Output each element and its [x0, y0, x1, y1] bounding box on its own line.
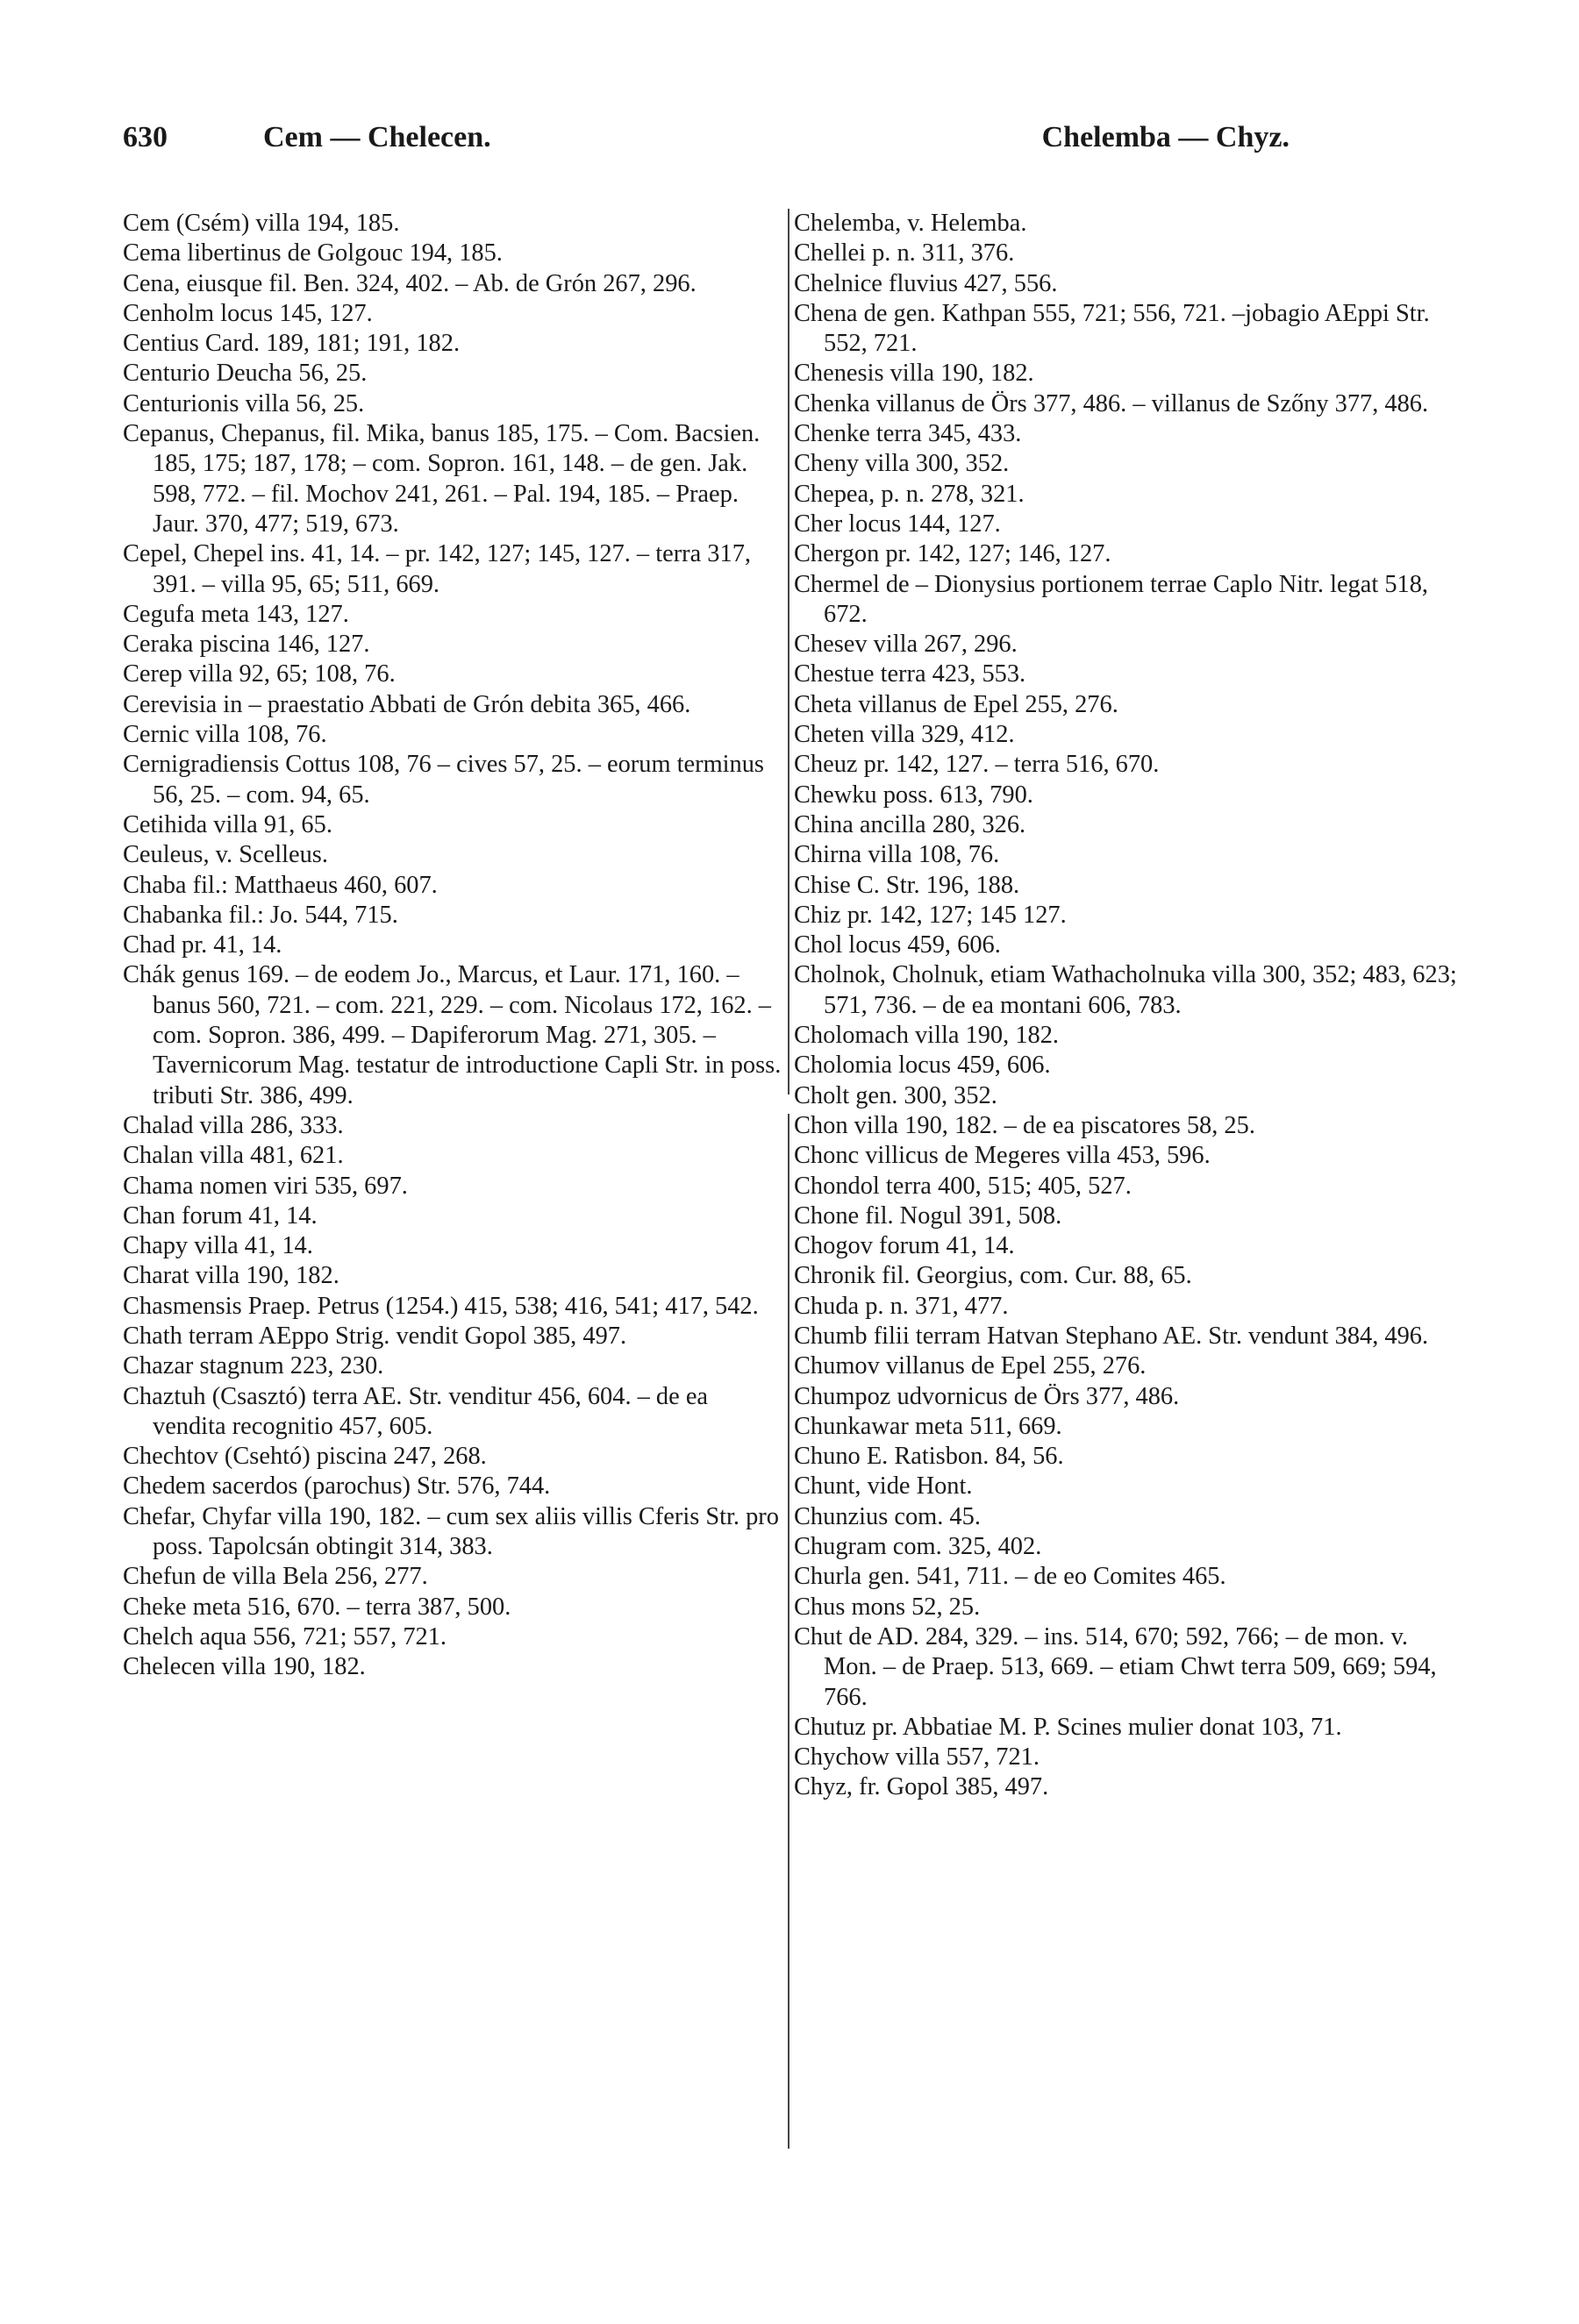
index-entry: Chogov forum 41, 14.: [794, 1232, 1015, 1260]
index-entry: Chenesis villa 190, 182.: [794, 360, 1034, 388]
index-entry: Cholomach villa 190, 182.: [794, 1022, 1060, 1050]
index-entry: Cholt gen. 300, 352.: [794, 1081, 997, 1109]
index-entry: Chasmensis Praep. Petrus (1254.) 415, 538; 416, 541; 417, 542.: [123, 1292, 759, 1320]
index-entry: Chuda p. n. 371, 477.: [794, 1292, 1009, 1320]
index-entry: Centius Card. 189, 181; 191, 182.: [123, 330, 461, 358]
index-entry: Chone fil. Nogul 391, 508.: [794, 1201, 1062, 1230]
index-entry: Chunkawar meta 511, 669.: [794, 1412, 1062, 1440]
index-entry: Cher locus 144, 127.: [794, 510, 1001, 538]
index-entry: Chronik fil. Georgius, com. Cur. 88, 65.: [794, 1262, 1192, 1290]
index-entry: Cheuz pr. 142, 127. – terra 516, 670.: [794, 751, 1160, 779]
index-entry: Chalan villa 481, 621.: [123, 1142, 344, 1170]
index-entry: Chewku poss. 613, 790.: [794, 781, 1033, 809]
index-entry: Chermel de – Dionysius portionem terrae Caplo Nitr. legat 518, 672.: [794, 570, 1429, 628]
index-entry: Chugram com. 325, 402.: [794, 1533, 1042, 1561]
index-entry: Cegufa meta 143, 127.: [123, 600, 349, 628]
left-column: [123, 209, 785, 1683]
index-entry: Chan forum 41, 14.: [123, 1201, 318, 1230]
right-range-heading: Chelemba — Chyz.: [1041, 121, 1290, 153]
index-entry: Cema libertinus de Golgouc 194, 185.: [123, 239, 503, 267]
index-entry: Cem (Csém) villa 194, 185.: [123, 210, 400, 237]
index-entry: Chon villa 190, 182. – de ea piscatores 58, 25.: [794, 1111, 1255, 1139]
index-entry: Ceuleus, v. Scelleus.: [123, 841, 328, 869]
index-entry: Chychow villa 557, 721.: [794, 1743, 1040, 1772]
index-entry: Chelecen villa 190, 182.: [123, 1653, 366, 1681]
index-entry: Cepanus, Chepanus, fil. Mika, banus 185, 175. – Com. Bacsien. 185, 175; 187, 178; – com. Sopron. 161, 148. – de gen. Jak. 598, 772. – fil. Mochov 241, 261. – Pal. 194, 185. – Praep. Jaur. 370, 477; 519, 673.: [123, 420, 761, 538]
index-entry: Chirna villa 108, 76.: [794, 841, 1000, 869]
index-entry: Chunt, vide Hont.: [794, 1472, 973, 1501]
index-entry: Ceraka piscina 146, 127.: [123, 631, 370, 659]
column-divider-upper: [788, 209, 790, 1094]
index-entry: Cetihida villa 91, 65.: [123, 810, 332, 838]
index-entry: Chazar stagnum 223, 230.: [123, 1352, 384, 1380]
column-divider-lower: [788, 1114, 790, 2149]
index-entry: Cerep villa 92, 65; 108, 76.: [123, 660, 396, 688]
index-entry: Centurionis villa 56, 25.: [123, 389, 365, 417]
index-entry: Chefar, Chyfar villa 190, 182. – cum sex aliis villis Cferis Str. pro poss. Tapolcsán obtingit 314, 383.: [123, 1502, 779, 1561]
index-entry: Chunzius com. 45.: [794, 1502, 981, 1530]
index-entry: Chonc villicus de Megeres villa 453, 596.: [794, 1142, 1211, 1170]
index-entry: Cheny villa 300, 352.: [794, 450, 1010, 478]
index-entry: Cernigradiensis Cottus 108, 76 – cives 57, 25. – eorum terminus 56, 25. – com. 94, 65.: [123, 751, 764, 809]
index-entry: Chumpoz udvornicus de Örs 377, 486.: [794, 1382, 1180, 1410]
index-entry: Chiz pr. 142, 127; 145 127.: [794, 901, 1067, 929]
index-entry: Chol locus 459, 606.: [794, 931, 1001, 959]
index-entry: Chut de AD. 284, 329. – ins. 514, 670; 592, 766; – de mon. v. Mon. – de Praep. 513, 669. – etiam Chwt terra 509, 669; 594, 766.: [794, 1622, 1437, 1711]
page-header: [123, 121, 1290, 174]
index-entry: Cerevisia in – praestatio Abbati de Grón debita 365, 466.: [123, 690, 691, 718]
index-entry: Chumov villanus de Epel 255, 276.: [794, 1352, 1147, 1380]
index-entry: Chechtov (Csehtó) piscina 247, 268.: [123, 1443, 487, 1471]
index-entry: Cenholm locus 145, 127.: [123, 299, 373, 327]
index-entry: Chumb filii terram Hatvan Stephano AE. Str. vendunt 384, 496.: [794, 1322, 1429, 1350]
index-entry: Cheten villa 329, 412.: [794, 721, 1015, 749]
index-entry: Chaba fil.: Matthaeus 460, 607.: [123, 871, 438, 899]
index-entry: Chepea, p. n. 278, 321.: [794, 480, 1025, 508]
index-entry: Chus mons 52, 25.: [794, 1593, 981, 1621]
index-entry: Chad pr. 41, 14.: [123, 931, 282, 959]
index-entry: Cheke meta 516, 670. – terra 387, 500.: [123, 1593, 511, 1621]
index-entry: Cepel, Chepel ins. 41, 14. – pr. 142, 127; 145, 127. – terra 317, 391. – villa 95, 65; 511, 669.: [123, 540, 751, 598]
index-entry: Chelemba, v. Helemba.: [794, 210, 1027, 237]
left-range-heading: Cem — Chelecen.: [263, 121, 491, 153]
index-entry: Chergon pr. 142, 127; 146, 127.: [794, 540, 1111, 568]
index-entry: Chondol terra 400, 515; 405, 527.: [794, 1172, 1132, 1200]
index-entry: Cernic villa 108, 76.: [123, 721, 327, 749]
index-entry: Churla gen. 541, 711. – de eo Comites 465.: [794, 1563, 1226, 1591]
index-entry: Chapy villa 41, 14.: [123, 1232, 313, 1260]
index-entry: Cena, eiusque fil. Ben. 324, 402. – Ab. de Grón 267, 296.: [123, 269, 697, 297]
index-entry: Chena de gen. Kathpan 555, 721; 556, 721. –jobagio AEppi Str. 552, 721.: [794, 299, 1430, 358]
index-entry: Chák genus 169. – de eodem Jo., Marcus, et Laur. 171, 160. – banus 560, 721. – com. 221, 229. – com. Nicolaus 172, 162. – com. Sopron. 386, 499. – Dapiferorum Mag. 271, 305. – Tavernicorum Mag. testatur de introductione Capli Str. in poss. tributi Str. 386, 499.: [123, 961, 782, 1109]
index-entry: Chath terram AEppo Strig. vendit Gopol 385, 497.: [123, 1322, 627, 1350]
index-entry: Chalad villa 286, 333.: [123, 1111, 344, 1139]
index-entry: Chesev villa 267, 296.: [794, 631, 1018, 659]
index-entry: China ancilla 280, 326.: [794, 810, 1026, 838]
index-entry: Chama nomen viri 535, 697.: [123, 1172, 408, 1200]
index-entry: Chefun de villa Bela 256, 277.: [123, 1563, 428, 1591]
index-entry: Cholomia locus 459, 606.: [794, 1052, 1051, 1080]
index-entry: Chellei p. n. 311, 376.: [794, 239, 1015, 267]
index-entry: Chelnice fluvius 427, 556.: [794, 269, 1058, 297]
index-entry: Chutuz pr. Abbatiae M. P. Scines mulier donat 103, 71.: [794, 1713, 1342, 1741]
index-entry: Chedem sacerdos (parochus) Str. 576, 744.: [123, 1472, 551, 1501]
index-entry: Cholnok, Cholnuk, etiam Wathacholnuka villa 300, 352; 483, 623; 571, 736. – de ea montani 606, 783.: [794, 961, 1457, 1019]
index-entry: Chenka villanus de Örs 377, 486. – villanus de Szőny 377, 486.: [794, 389, 1429, 417]
page-number: 630: [123, 121, 168, 153]
index-entry: Chuno E. Ratisbon. 84, 56.: [794, 1443, 1064, 1471]
index-entry: Chyz, fr. Gopol 385, 497.: [794, 1773, 1049, 1801]
index-entry: Chise C. Str. 196, 188.: [794, 871, 1020, 899]
right-column: [794, 209, 1461, 1803]
index-entry: Chabanka fil.: Jo. 544, 715.: [123, 901, 398, 929]
index-entry: Centurio Deucha 56, 25.: [123, 360, 368, 388]
index-entry: Chestue terra 423, 553.: [794, 660, 1026, 688]
index-entry: Chaztuh (Csasztó) terra AE. Str. venditur 456, 604. – de ea vendita recognitio 457, 605.: [123, 1382, 709, 1440]
index-entry: Cheta villanus de Epel 255, 276.: [794, 690, 1118, 718]
index-entry: Charat villa 190, 182.: [123, 1262, 339, 1290]
index-entry: Chelch aqua 556, 721; 557, 721.: [123, 1622, 447, 1650]
index-entry: Chenke terra 345, 433.: [794, 420, 1022, 448]
